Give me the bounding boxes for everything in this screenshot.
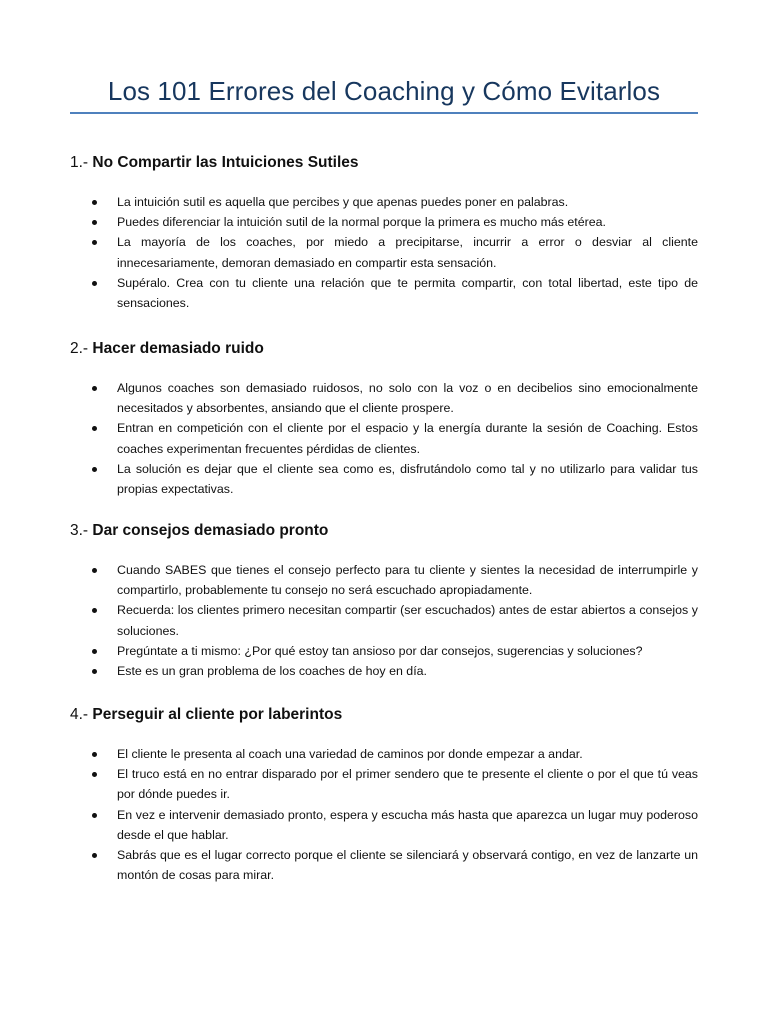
list-item — [70, 661, 698, 681]
list-item-text: El truco está en no entrar disparado por el primer sendero que te presente el cliente o por el que tú veas por dónde puedes ir. — [117, 767, 698, 802]
bullet-list — [70, 192, 698, 313]
section-2 — [70, 339, 698, 499]
list-item-text: Supéralo. Crea con tu cliente una relación que te permita compartir, con total libertad, este tipo de sensaciones. — [117, 275, 698, 311]
list-item-text: Pregúntate a ti mismo: ¿Por qué estoy tan ansioso por dar consejos, sugerencias y soluciones? — [117, 643, 643, 658]
bullet-icon — [92, 220, 97, 225]
section-heading — [70, 521, 698, 541]
list-item — [70, 212, 698, 232]
list-item — [70, 744, 698, 764]
list-item-text: La solución es dejar que el cliente sea como es, disfrutándolo como tal y no utilizarlo para validar tus propias expectativas. — [117, 461, 698, 497]
list-item-text: Entran en competición con el cliente por el espacio y la energía durante la sesión de Coaching. Estos coaches experimentan frecuentes pérdidas de clientes. — [117, 421, 698, 456]
list-item-text: En vez e intervenir demasiado pronto, espera y escucha más hasta que aparezca un lugar muy poderoso desde el que hablar. — [117, 807, 698, 842]
section-1 — [70, 153, 698, 313]
section-number: 1.- — [70, 154, 89, 171]
list-item-text: Puedes diferenciar la intuición sutil de la normal porque la primera es mucho más etérea. — [117, 215, 606, 230]
list-item — [70, 232, 698, 272]
section-title: Perseguir al cliente por laberintos — [92, 706, 343, 723]
title-underline — [70, 112, 698, 114]
bullet-icon — [92, 200, 97, 205]
section-number: 2.- — [70, 340, 89, 357]
list-item — [70, 560, 698, 600]
list-item-text: Sabrás que es el lugar correcto porque el cliente se silenciará y observará contigo, en vez de lanzarte un montón de cosas para mirar. — [117, 848, 698, 883]
bullet-icon — [92, 467, 97, 472]
list-item-text: Recuerda: los clientes primero necesitan compartir (ser escuchados) antes de estar abiertos a consejos y soluciones. — [117, 603, 698, 638]
list-item — [70, 378, 698, 418]
list-item-text: La intuición sutil es aquella que percibes y que apenas puedes poner en palabras. — [117, 195, 569, 209]
bullet-list — [70, 378, 698, 499]
list-item — [70, 600, 698, 640]
bullet-icon — [92, 853, 97, 858]
bullet-icon — [92, 281, 97, 286]
bullet-icon — [92, 813, 97, 818]
bullet-icon — [92, 752, 97, 757]
list-item — [70, 273, 698, 313]
list-item-text: El cliente le presenta al coach una variedad de caminos por donde empezar a andar. — [117, 747, 583, 761]
bullet-icon — [92, 240, 97, 245]
bullet-icon — [92, 649, 97, 654]
list-item — [70, 764, 698, 804]
section-3 — [70, 521, 698, 681]
list-item — [70, 459, 698, 499]
list-item — [70, 418, 698, 458]
bullet-list — [70, 744, 698, 885]
bullet-icon — [92, 669, 97, 674]
section-number: 4.- — [70, 706, 89, 723]
list-item-text: Cuando SABES que tienes el consejo perfecto para tu cliente y sientes la necesidad de interrumpirle y compartirlo, probablemente tu consejo no será escuchado apropiadamente. — [117, 563, 698, 598]
list-item-text: La mayoría de los coaches, por miedo a precipitarse, incurrir a error o desviar al cliente innecesariamente, demoran demasiado en compartir esta sensación. — [117, 235, 698, 270]
section-title: No Compartir las Intuiciones Sutiles — [92, 154, 359, 171]
section-heading — [70, 705, 698, 725]
bullet-icon — [92, 772, 97, 777]
document-title: Los 101 Errores del Coaching y Cómo Evitarlos — [107, 76, 661, 106]
bullet-list — [70, 560, 698, 681]
list-item — [70, 845, 698, 885]
bullet-icon — [92, 426, 97, 431]
list-item-text: Algunos coaches son demasiado ruidosos, no solo con la voz o en decibelios sino emocionalmente necesitados y absorbentes, ansiando que el cliente prospere. — [117, 381, 698, 416]
list-item — [70, 641, 698, 661]
section-heading — [70, 339, 698, 359]
section-title: Hacer demasiado ruido — [92, 340, 264, 357]
list-item-text: Este es un gran problema de los coaches de hoy en día. — [117, 664, 427, 679]
bullet-icon — [92, 608, 97, 613]
list-item — [70, 192, 698, 212]
bullet-icon — [92, 386, 97, 391]
section-number: 3.- — [70, 522, 89, 539]
section-heading — [70, 153, 698, 173]
list-item — [70, 805, 698, 845]
section-title: Dar consejos demasiado pronto — [92, 522, 329, 539]
section-4 — [70, 705, 698, 885]
bullet-icon — [92, 568, 97, 573]
